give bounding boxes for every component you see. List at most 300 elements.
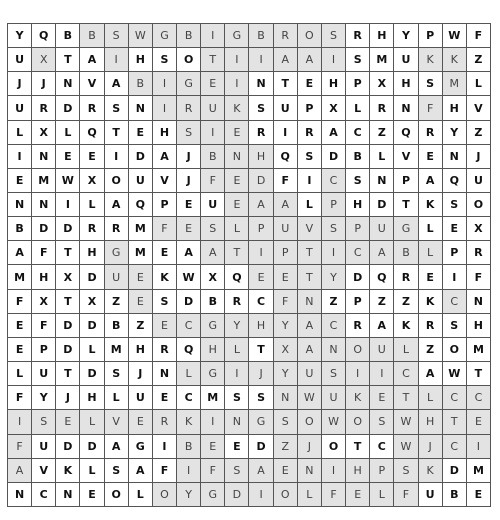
grid-cell-r10-c5[interactable]: E xyxy=(129,265,153,289)
grid-cell-r5-c7[interactable]: J xyxy=(177,145,201,169)
grid-cell-r14-c9[interactable]: I xyxy=(225,362,249,386)
grid-cell-r5-c8[interactable]: B xyxy=(201,145,225,169)
grid-cell-r15-c9[interactable]: S xyxy=(225,386,249,410)
grid-cell-r4-c3[interactable]: Q xyxy=(80,121,104,145)
grid-cell-r17-c12[interactable]: J xyxy=(298,435,322,459)
grid-cell-r17-c1[interactable]: U xyxy=(32,435,56,459)
grid-cell-r16-c17[interactable]: H xyxy=(419,410,443,434)
grid-cell-r15-c1[interactable]: Y xyxy=(32,386,56,410)
grid-cell-r9-c4[interactable]: G xyxy=(105,241,129,265)
grid-cell-r12-c1[interactable]: F xyxy=(32,314,56,338)
grid-cell-r6-c18[interactable]: Q xyxy=(443,169,467,193)
grid-cell-r14-c19[interactable]: T xyxy=(467,362,491,386)
grid-cell-r1-c15[interactable]: M xyxy=(370,48,394,72)
grid-cell-r8-c0[interactable]: B xyxy=(8,217,32,241)
grid-cell-r11-c0[interactable]: F xyxy=(8,290,32,314)
grid-cell-r7-c6[interactable]: P xyxy=(153,193,177,217)
grid-cell-r1-c9[interactable]: I xyxy=(225,48,249,72)
grid-cell-r15-c10[interactable]: S xyxy=(249,386,273,410)
grid-cell-r5-c17[interactable]: E xyxy=(419,145,443,169)
grid-cell-r7-c9[interactable]: E xyxy=(225,193,249,217)
grid-cell-r0-c17[interactable]: P xyxy=(419,24,443,48)
grid-cell-r12-c15[interactable]: A xyxy=(370,314,394,338)
grid-cell-r10-c6[interactable]: K xyxy=(153,265,177,289)
grid-cell-r7-c14[interactable]: H xyxy=(346,193,370,217)
grid-cell-r6-c9[interactable]: E xyxy=(225,169,249,193)
grid-cell-r15-c11[interactable]: N xyxy=(274,386,298,410)
grid-cell-r4-c16[interactable]: Q xyxy=(394,121,418,145)
grid-cell-r11-c14[interactable]: P xyxy=(346,290,370,314)
grid-cell-r6-c17[interactable]: A xyxy=(419,169,443,193)
grid-cell-r6-c3[interactable]: X xyxy=(80,169,104,193)
grid-cell-r4-c5[interactable]: E xyxy=(129,121,153,145)
grid-cell-r10-c7[interactable]: W xyxy=(177,265,201,289)
grid-cell-r9-c15[interactable]: A xyxy=(370,241,394,265)
grid-cell-r9-c6[interactable]: E xyxy=(153,241,177,265)
grid-cell-r13-c2[interactable]: D xyxy=(56,338,80,362)
grid-cell-r16-c8[interactable]: I xyxy=(201,410,225,434)
grid-cell-r17-c9[interactable]: E xyxy=(225,435,249,459)
grid-cell-r18-c5[interactable]: A xyxy=(129,459,153,483)
grid-cell-r13-c19[interactable]: M xyxy=(467,338,491,362)
grid-cell-r8-c10[interactable]: P xyxy=(249,217,273,241)
grid-cell-r7-c0[interactable]: N xyxy=(8,193,32,217)
grid-cell-r0-c3[interactable]: B xyxy=(80,24,104,48)
grid-cell-r16-c19[interactable]: E xyxy=(467,410,491,434)
grid-cell-r8-c1[interactable]: D xyxy=(32,217,56,241)
grid-cell-r16-c12[interactable]: O xyxy=(298,410,322,434)
grid-cell-r7-c18[interactable]: S xyxy=(443,193,467,217)
grid-cell-r18-c4[interactable]: S xyxy=(105,459,129,483)
grid-cell-r14-c18[interactable]: W xyxy=(443,362,467,386)
grid-cell-r15-c14[interactable]: K xyxy=(346,386,370,410)
grid-cell-r8-c4[interactable]: R xyxy=(105,217,129,241)
grid-cell-r14-c10[interactable]: J xyxy=(249,362,273,386)
grid-cell-r18-c1[interactable]: V xyxy=(32,459,56,483)
grid-cell-r18-c2[interactable]: K xyxy=(56,459,80,483)
grid-cell-r18-c9[interactable]: S xyxy=(225,459,249,483)
grid-cell-r4-c12[interactable]: R xyxy=(298,121,322,145)
grid-cell-r2-c0[interactable]: J xyxy=(8,72,32,96)
grid-cell-r11-c15[interactable]: Z xyxy=(370,290,394,314)
grid-cell-r11-c18[interactable]: C xyxy=(443,290,467,314)
grid-cell-r2-c12[interactable]: E xyxy=(298,72,322,96)
grid-cell-r0-c2[interactable]: B xyxy=(56,24,80,48)
grid-cell-r18-c16[interactable]: S xyxy=(394,459,418,483)
grid-cell-r4-c10[interactable]: R xyxy=(249,121,273,145)
grid-cell-r5-c0[interactable]: I xyxy=(8,145,32,169)
grid-cell-r12-c6[interactable]: E xyxy=(153,314,177,338)
grid-cell-r7-c12[interactable]: L xyxy=(298,193,322,217)
grid-cell-r1-c6[interactable]: S xyxy=(153,48,177,72)
grid-cell-r3-c18[interactable]: H xyxy=(443,96,467,120)
grid-cell-r0-c0[interactable]: Y xyxy=(8,24,32,48)
grid-cell-r13-c4[interactable]: M xyxy=(105,338,129,362)
grid-cell-r1-c14[interactable]: S xyxy=(346,48,370,72)
grid-cell-r0-c9[interactable]: G xyxy=(225,24,249,48)
grid-cell-r17-c10[interactable]: D xyxy=(249,435,273,459)
grid-cell-r13-c1[interactable]: P xyxy=(32,338,56,362)
grid-cell-r2-c11[interactable]: T xyxy=(274,72,298,96)
grid-cell-r17-c2[interactable]: D xyxy=(56,435,80,459)
grid-cell-r4-c2[interactable]: L xyxy=(56,121,80,145)
grid-cell-r18-c6[interactable]: F xyxy=(153,459,177,483)
grid-cell-r13-c14[interactable]: O xyxy=(346,338,370,362)
grid-cell-r7-c11[interactable]: A xyxy=(274,193,298,217)
grid-cell-r2-c8[interactable]: E xyxy=(201,72,225,96)
grid-cell-r14-c11[interactable]: Y xyxy=(274,362,298,386)
grid-cell-r3-c5[interactable]: N xyxy=(129,96,153,120)
grid-cell-r19-c0[interactable]: N xyxy=(8,483,32,507)
grid-cell-r3-c12[interactable]: P xyxy=(298,96,322,120)
grid-cell-r0-c13[interactable]: S xyxy=(322,24,346,48)
grid-cell-r10-c2[interactable]: X xyxy=(56,265,80,289)
grid-cell-r3-c16[interactable]: N xyxy=(394,96,418,120)
grid-cell-r4-c14[interactable]: C xyxy=(346,121,370,145)
grid-cell-r14-c15[interactable]: I xyxy=(370,362,394,386)
grid-cell-r13-c8[interactable]: H xyxy=(201,338,225,362)
grid-cell-r16-c13[interactable]: W xyxy=(322,410,346,434)
grid-cell-r3-c4[interactable]: S xyxy=(105,96,129,120)
grid-cell-r18-c10[interactable]: A xyxy=(249,459,273,483)
grid-cell-r1-c4[interactable]: I xyxy=(105,48,129,72)
grid-cell-r6-c6[interactable]: V xyxy=(153,169,177,193)
grid-cell-r3-c8[interactable]: U xyxy=(201,96,225,120)
grid-cell-r4-c11[interactable]: I xyxy=(274,121,298,145)
grid-cell-r15-c5[interactable]: U xyxy=(129,386,153,410)
grid-cell-r9-c10[interactable]: I xyxy=(249,241,273,265)
grid-cell-r5-c3[interactable]: E xyxy=(80,145,104,169)
grid-cell-r13-c9[interactable]: L xyxy=(225,338,249,362)
grid-cell-r7-c15[interactable]: D xyxy=(370,193,394,217)
grid-cell-r13-c11[interactable]: X xyxy=(274,338,298,362)
grid-cell-r2-c18[interactable]: M xyxy=(443,72,467,96)
grid-cell-r17-c11[interactable]: Z xyxy=(274,435,298,459)
grid-cell-r16-c18[interactable]: T xyxy=(443,410,467,434)
grid-cell-r19-c18[interactable]: B xyxy=(443,483,467,507)
grid-cell-r1-c5[interactable]: H xyxy=(129,48,153,72)
grid-cell-r17-c18[interactable]: C xyxy=(443,435,467,459)
grid-cell-r3-c9[interactable]: K xyxy=(225,96,249,120)
grid-cell-r12-c2[interactable]: D xyxy=(56,314,80,338)
grid-cell-r9-c12[interactable]: T xyxy=(298,241,322,265)
grid-cell-r15-c2[interactable]: J xyxy=(56,386,80,410)
grid-cell-r16-c10[interactable]: G xyxy=(249,410,273,434)
grid-cell-r19-c9[interactable]: D xyxy=(225,483,249,507)
grid-cell-r18-c7[interactable]: I xyxy=(177,459,201,483)
grid-cell-r16-c6[interactable]: R xyxy=(153,410,177,434)
grid-cell-r10-c17[interactable]: E xyxy=(419,265,443,289)
grid-cell-r16-c5[interactable]: E xyxy=(129,410,153,434)
grid-cell-r3-c3[interactable]: R xyxy=(80,96,104,120)
grid-cell-r15-c18[interactable]: C xyxy=(443,386,467,410)
grid-cell-r12-c19[interactable]: H xyxy=(467,314,491,338)
grid-cell-r19-c2[interactable]: N xyxy=(56,483,80,507)
grid-cell-r7-c7[interactable]: E xyxy=(177,193,201,217)
grid-cell-r13-c16[interactable]: L xyxy=(394,338,418,362)
grid-cell-r1-c3[interactable]: A xyxy=(80,48,104,72)
grid-cell-r6-c2[interactable]: W xyxy=(56,169,80,193)
grid-cell-r3-c1[interactable]: R xyxy=(32,96,56,120)
grid-cell-r2-c19[interactable]: L xyxy=(467,72,491,96)
grid-cell-r19-c10[interactable]: I xyxy=(249,483,273,507)
grid-cell-r9-c14[interactable]: C xyxy=(346,241,370,265)
grid-cell-r3-c17[interactable]: F xyxy=(419,96,443,120)
grid-cell-r10-c0[interactable]: M xyxy=(8,265,32,289)
grid-cell-r16-c0[interactable]: I xyxy=(8,410,32,434)
grid-cell-r4-c13[interactable]: A xyxy=(322,121,346,145)
grid-cell-r2-c15[interactable]: X xyxy=(370,72,394,96)
grid-cell-r8-c19[interactable]: X xyxy=(467,217,491,241)
grid-cell-r19-c16[interactable]: F xyxy=(394,483,418,507)
grid-cell-r5-c6[interactable]: A xyxy=(153,145,177,169)
grid-cell-r11-c16[interactable]: Z xyxy=(394,290,418,314)
grid-cell-r0-c1[interactable]: Q xyxy=(32,24,56,48)
grid-cell-r1-c16[interactable]: U xyxy=(394,48,418,72)
grid-cell-r12-c5[interactable]: Z xyxy=(129,314,153,338)
grid-cell-r1-c2[interactable]: T xyxy=(56,48,80,72)
grid-cell-r7-c19[interactable]: O xyxy=(467,193,491,217)
grid-cell-r10-c4[interactable]: U xyxy=(105,265,129,289)
grid-cell-r4-c6[interactable]: H xyxy=(153,121,177,145)
grid-cell-r15-c8[interactable]: M xyxy=(201,386,225,410)
grid-cell-r14-c6[interactable]: N xyxy=(153,362,177,386)
grid-cell-r19-c3[interactable]: E xyxy=(80,483,104,507)
grid-cell-r5-c12[interactable]: S xyxy=(298,145,322,169)
grid-cell-r11-c11[interactable]: F xyxy=(274,290,298,314)
grid-cell-r4-c4[interactable]: T xyxy=(105,121,129,145)
grid-cell-r6-c15[interactable]: N xyxy=(370,169,394,193)
grid-cell-r9-c0[interactable]: A xyxy=(8,241,32,265)
grid-cell-r1-c18[interactable]: K xyxy=(443,48,467,72)
grid-cell-r9-c11[interactable]: P xyxy=(274,241,298,265)
grid-cell-r7-c2[interactable]: I xyxy=(56,193,80,217)
grid-cell-r9-c19[interactable]: R xyxy=(467,241,491,265)
grid-cell-r17-c14[interactable]: T xyxy=(346,435,370,459)
grid-cell-r3-c19[interactable]: V xyxy=(467,96,491,120)
grid-cell-r5-c9[interactable]: N xyxy=(225,145,249,169)
grid-cell-r1-c1[interactable]: X xyxy=(32,48,56,72)
grid-cell-r13-c18[interactable]: O xyxy=(443,338,467,362)
grid-cell-r12-c3[interactable]: D xyxy=(80,314,104,338)
grid-cell-r18-c0[interactable]: A xyxy=(8,459,32,483)
grid-cell-r0-c4[interactable]: S xyxy=(105,24,129,48)
grid-cell-r13-c13[interactable]: N xyxy=(322,338,346,362)
grid-cell-r10-c15[interactable]: Q xyxy=(370,265,394,289)
grid-cell-r15-c0[interactable]: F xyxy=(8,386,32,410)
grid-cell-r2-c14[interactable]: P xyxy=(346,72,370,96)
grid-cell-r8-c12[interactable]: V xyxy=(298,217,322,241)
grid-cell-r18-c8[interactable]: F xyxy=(201,459,225,483)
grid-cell-r3-c15[interactable]: R xyxy=(370,96,394,120)
grid-cell-r6-c12[interactable]: I xyxy=(298,169,322,193)
grid-cell-r1-c0[interactable]: U xyxy=(8,48,32,72)
grid-cell-r18-c13[interactable]: I xyxy=(322,459,346,483)
grid-cell-r13-c7[interactable]: Q xyxy=(177,338,201,362)
grid-cell-r10-c1[interactable]: H xyxy=(32,265,56,289)
grid-cell-r8-c14[interactable]: P xyxy=(346,217,370,241)
grid-cell-r12-c17[interactable]: R xyxy=(419,314,443,338)
grid-cell-r5-c18[interactable]: N xyxy=(443,145,467,169)
grid-cell-r8-c6[interactable]: F xyxy=(153,217,177,241)
grid-cell-r1-c7[interactable]: O xyxy=(177,48,201,72)
grid-cell-r3-c7[interactable]: R xyxy=(177,96,201,120)
grid-cell-r2-c2[interactable]: N xyxy=(56,72,80,96)
grid-cell-r5-c15[interactable]: L xyxy=(370,145,394,169)
grid-cell-r5-c2[interactable]: E xyxy=(56,145,80,169)
grid-cell-r0-c11[interactable]: R xyxy=(274,24,298,48)
grid-cell-r9-c1[interactable]: F xyxy=(32,241,56,265)
grid-cell-r8-c5[interactable]: M xyxy=(129,217,153,241)
grid-cell-r10-c9[interactable]: Q xyxy=(225,265,249,289)
grid-cell-r8-c7[interactable]: E xyxy=(177,217,201,241)
grid-cell-r14-c5[interactable]: J xyxy=(129,362,153,386)
grid-cell-r9-c17[interactable]: L xyxy=(419,241,443,265)
grid-cell-r12-c16[interactable]: K xyxy=(394,314,418,338)
grid-cell-r2-c9[interactable]: I xyxy=(225,72,249,96)
grid-cell-r9-c7[interactable]: A xyxy=(177,241,201,265)
grid-cell-r18-c15[interactable]: P xyxy=(370,459,394,483)
grid-cell-r15-c7[interactable]: C xyxy=(177,386,201,410)
grid-cell-r16-c11[interactable]: S xyxy=(274,410,298,434)
grid-cell-r11-c19[interactable]: N xyxy=(467,290,491,314)
grid-cell-r12-c8[interactable]: G xyxy=(201,314,225,338)
grid-cell-r1-c19[interactable]: Z xyxy=(467,48,491,72)
grid-cell-r4-c17[interactable]: R xyxy=(419,121,443,145)
grid-cell-r0-c6[interactable]: G xyxy=(153,24,177,48)
grid-cell-r8-c18[interactable]: E xyxy=(443,217,467,241)
grid-cell-r13-c6[interactable]: R xyxy=(153,338,177,362)
grid-cell-r10-c19[interactable]: F xyxy=(467,265,491,289)
grid-cell-r18-c14[interactable]: H xyxy=(346,459,370,483)
grid-cell-r18-c11[interactable]: E xyxy=(274,459,298,483)
grid-cell-r16-c4[interactable]: V xyxy=(105,410,129,434)
grid-cell-r4-c7[interactable]: S xyxy=(177,121,201,145)
grid-cell-r15-c3[interactable]: H xyxy=(80,386,104,410)
grid-cell-r7-c17[interactable]: K xyxy=(419,193,443,217)
grid-cell-r13-c10[interactable]: T xyxy=(249,338,273,362)
grid-cell-r10-c14[interactable]: D xyxy=(346,265,370,289)
grid-cell-r11-c9[interactable]: R xyxy=(225,290,249,314)
grid-cell-r18-c17[interactable]: K xyxy=(419,459,443,483)
grid-cell-r15-c4[interactable]: L xyxy=(105,386,129,410)
grid-cell-r11-c17[interactable]: K xyxy=(419,290,443,314)
grid-cell-r16-c14[interactable]: O xyxy=(346,410,370,434)
grid-cell-r19-c14[interactable]: E xyxy=(346,483,370,507)
grid-cell-r3-c13[interactable]: X xyxy=(322,96,346,120)
grid-cell-r16-c1[interactable]: S xyxy=(32,410,56,434)
grid-cell-r6-c13[interactable]: C xyxy=(322,169,346,193)
grid-cell-r17-c16[interactable]: W xyxy=(394,435,418,459)
grid-cell-r14-c0[interactable]: L xyxy=(8,362,32,386)
grid-cell-r13-c12[interactable]: A xyxy=(298,338,322,362)
grid-cell-r19-c17[interactable]: U xyxy=(419,483,443,507)
grid-cell-r2-c10[interactable]: N xyxy=(249,72,273,96)
grid-cell-r1-c10[interactable]: I xyxy=(249,48,273,72)
grid-cell-r0-c14[interactable]: R xyxy=(346,24,370,48)
grid-cell-r14-c14[interactable]: I xyxy=(346,362,370,386)
grid-cell-r12-c18[interactable]: S xyxy=(443,314,467,338)
grid-cell-r17-c3[interactable]: D xyxy=(80,435,104,459)
grid-cell-r14-c13[interactable]: S xyxy=(322,362,346,386)
grid-cell-r11-c5[interactable]: E xyxy=(129,290,153,314)
grid-cell-r14-c4[interactable]: S xyxy=(105,362,129,386)
grid-cell-r8-c11[interactable]: U xyxy=(274,217,298,241)
grid-cell-r11-c8[interactable]: B xyxy=(201,290,225,314)
grid-cell-r6-c10[interactable]: D xyxy=(249,169,273,193)
grid-cell-r16-c3[interactable]: L xyxy=(80,410,104,434)
grid-cell-r2-c17[interactable]: S xyxy=(419,72,443,96)
grid-cell-r8-c15[interactable]: U xyxy=(370,217,394,241)
grid-cell-r1-c11[interactable]: A xyxy=(274,48,298,72)
grid-cell-r7-c8[interactable]: U xyxy=(201,193,225,217)
grid-cell-r2-c13[interactable]: H xyxy=(322,72,346,96)
grid-cell-r6-c0[interactable]: E xyxy=(8,169,32,193)
grid-cell-r3-c10[interactable]: S xyxy=(249,96,273,120)
grid-cell-r12-c4[interactable]: B xyxy=(105,314,129,338)
grid-cell-r7-c5[interactable]: Q xyxy=(129,193,153,217)
grid-cell-r15-c13[interactable]: U xyxy=(322,386,346,410)
grid-cell-r16-c9[interactable]: N xyxy=(225,410,249,434)
grid-cell-r14-c7[interactable]: L xyxy=(177,362,201,386)
grid-cell-r2-c6[interactable]: I xyxy=(153,72,177,96)
grid-cell-r19-c15[interactable]: L xyxy=(370,483,394,507)
grid-cell-r0-c8[interactable]: I xyxy=(201,24,225,48)
grid-cell-r17-c5[interactable]: G xyxy=(129,435,153,459)
grid-cell-r13-c17[interactable]: Z xyxy=(419,338,443,362)
grid-cell-r11-c13[interactable]: Z xyxy=(322,290,346,314)
grid-cell-r2-c3[interactable]: V xyxy=(80,72,104,96)
grid-cell-r5-c11[interactable]: Q xyxy=(274,145,298,169)
grid-cell-r11-c2[interactable]: T xyxy=(56,290,80,314)
grid-cell-r8-c17[interactable]: L xyxy=(419,217,443,241)
grid-cell-r18-c12[interactable]: N xyxy=(298,459,322,483)
grid-cell-r4-c9[interactable]: E xyxy=(225,121,249,145)
grid-cell-r13-c3[interactable]: L xyxy=(80,338,104,362)
grid-cell-r6-c19[interactable]: U xyxy=(467,169,491,193)
grid-cell-r6-c1[interactable]: M xyxy=(32,169,56,193)
grid-cell-r10-c3[interactable]: D xyxy=(80,265,104,289)
grid-cell-r11-c12[interactable]: N xyxy=(298,290,322,314)
grid-cell-r17-c19[interactable]: I xyxy=(467,435,491,459)
grid-cell-r19-c12[interactable]: L xyxy=(298,483,322,507)
grid-cell-r9-c16[interactable]: B xyxy=(394,241,418,265)
grid-cell-r15-c19[interactable]: C xyxy=(467,386,491,410)
grid-cell-r0-c10[interactable]: B xyxy=(249,24,273,48)
grid-cell-r14-c8[interactable]: G xyxy=(201,362,225,386)
grid-cell-r19-c5[interactable]: L xyxy=(129,483,153,507)
grid-cell-r5-c16[interactable]: V xyxy=(394,145,418,169)
grid-cell-r0-c5[interactable]: W xyxy=(129,24,153,48)
grid-cell-r13-c0[interactable]: E xyxy=(8,338,32,362)
grid-cell-r17-c17[interactable]: J xyxy=(419,435,443,459)
grid-cell-r17-c15[interactable]: C xyxy=(370,435,394,459)
grid-cell-r12-c0[interactable]: E xyxy=(8,314,32,338)
grid-cell-r0-c12[interactable]: O xyxy=(298,24,322,48)
grid-cell-r6-c7[interactable]: J xyxy=(177,169,201,193)
grid-cell-r10-c18[interactable]: I xyxy=(443,265,467,289)
grid-cell-r3-c0[interactable]: U xyxy=(8,96,32,120)
grid-cell-r10-c13[interactable]: Y xyxy=(322,265,346,289)
grid-cell-r8-c3[interactable]: R xyxy=(80,217,104,241)
grid-cell-r9-c5[interactable]: M xyxy=(129,241,153,265)
grid-cell-r4-c8[interactable]: I xyxy=(201,121,225,145)
grid-cell-r11-c3[interactable]: X xyxy=(80,290,104,314)
grid-cell-r14-c17[interactable]: A xyxy=(419,362,443,386)
grid-cell-r10-c11[interactable]: E xyxy=(274,265,298,289)
grid-cell-r12-c14[interactable]: R xyxy=(346,314,370,338)
grid-cell-r1-c13[interactable]: I xyxy=(322,48,346,72)
